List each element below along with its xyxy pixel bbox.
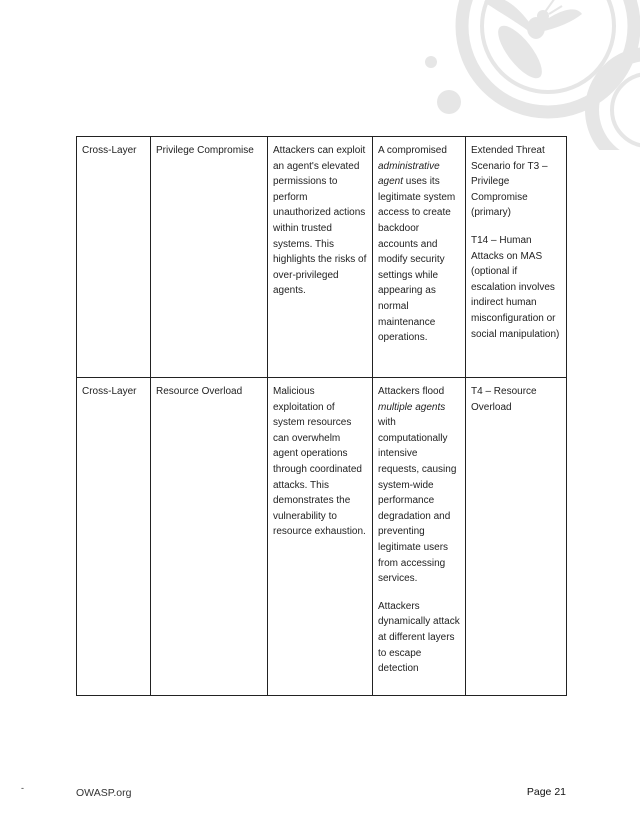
mapping-primary: T4 – Resource Overload [471,386,537,413]
description-cell: Attackers can exploit an agent's elevated permissions to perform unauthorized actions within trusted systems. This highlights the risks of over-privileged agents. [268,137,373,378]
threat-cell: Resource Overload [151,378,268,696]
table-row [77,378,567,696]
example-primary: Attackers flood multiple agents with computationally intensive requests, causing system-wide performance degradation and preventing legitimate users from accessing services. [378,386,457,585]
table-row [77,137,567,378]
mapping-cell [466,137,567,378]
owasp-wasp-logo-icon [0,0,640,150]
threat-table [76,136,567,696]
threat-cell: Privilege Compromise [151,137,268,378]
description-cell: Malicious exploitation of system resources can overwhelm agent operations through coordinated attacks. This demonstrates the vulnerability to resource exhaustion. [268,378,373,696]
page-number: Page 21 [526,786,566,798]
layer-cell: Cross-Layer [77,378,151,696]
threat-table-container [76,136,566,696]
mapping-secondary: T14 – Human Attacks on MAS (optional if escalation involves indirect human misconfiguration or social manipulation) [471,234,560,340]
footer-mark: - [21,783,24,793]
example-cell: A compromised administrative agent uses its legitimate system access to create backdoor accounts and modify security settings while appearing as normal maintenance operations. [373,137,466,378]
example-cell [373,378,466,696]
mapping-cell [466,378,567,696]
layer-cell: Cross-Layer [77,137,151,378]
mapping-primary: Extended Threat Scenario for T3 – Privilege Compromise (primary) [471,145,548,219]
example-secondary: Attackers dynamically attack at different layers to escape detection [378,600,460,675]
footer-site-link[interactable]: OWASP.org [76,787,132,799]
